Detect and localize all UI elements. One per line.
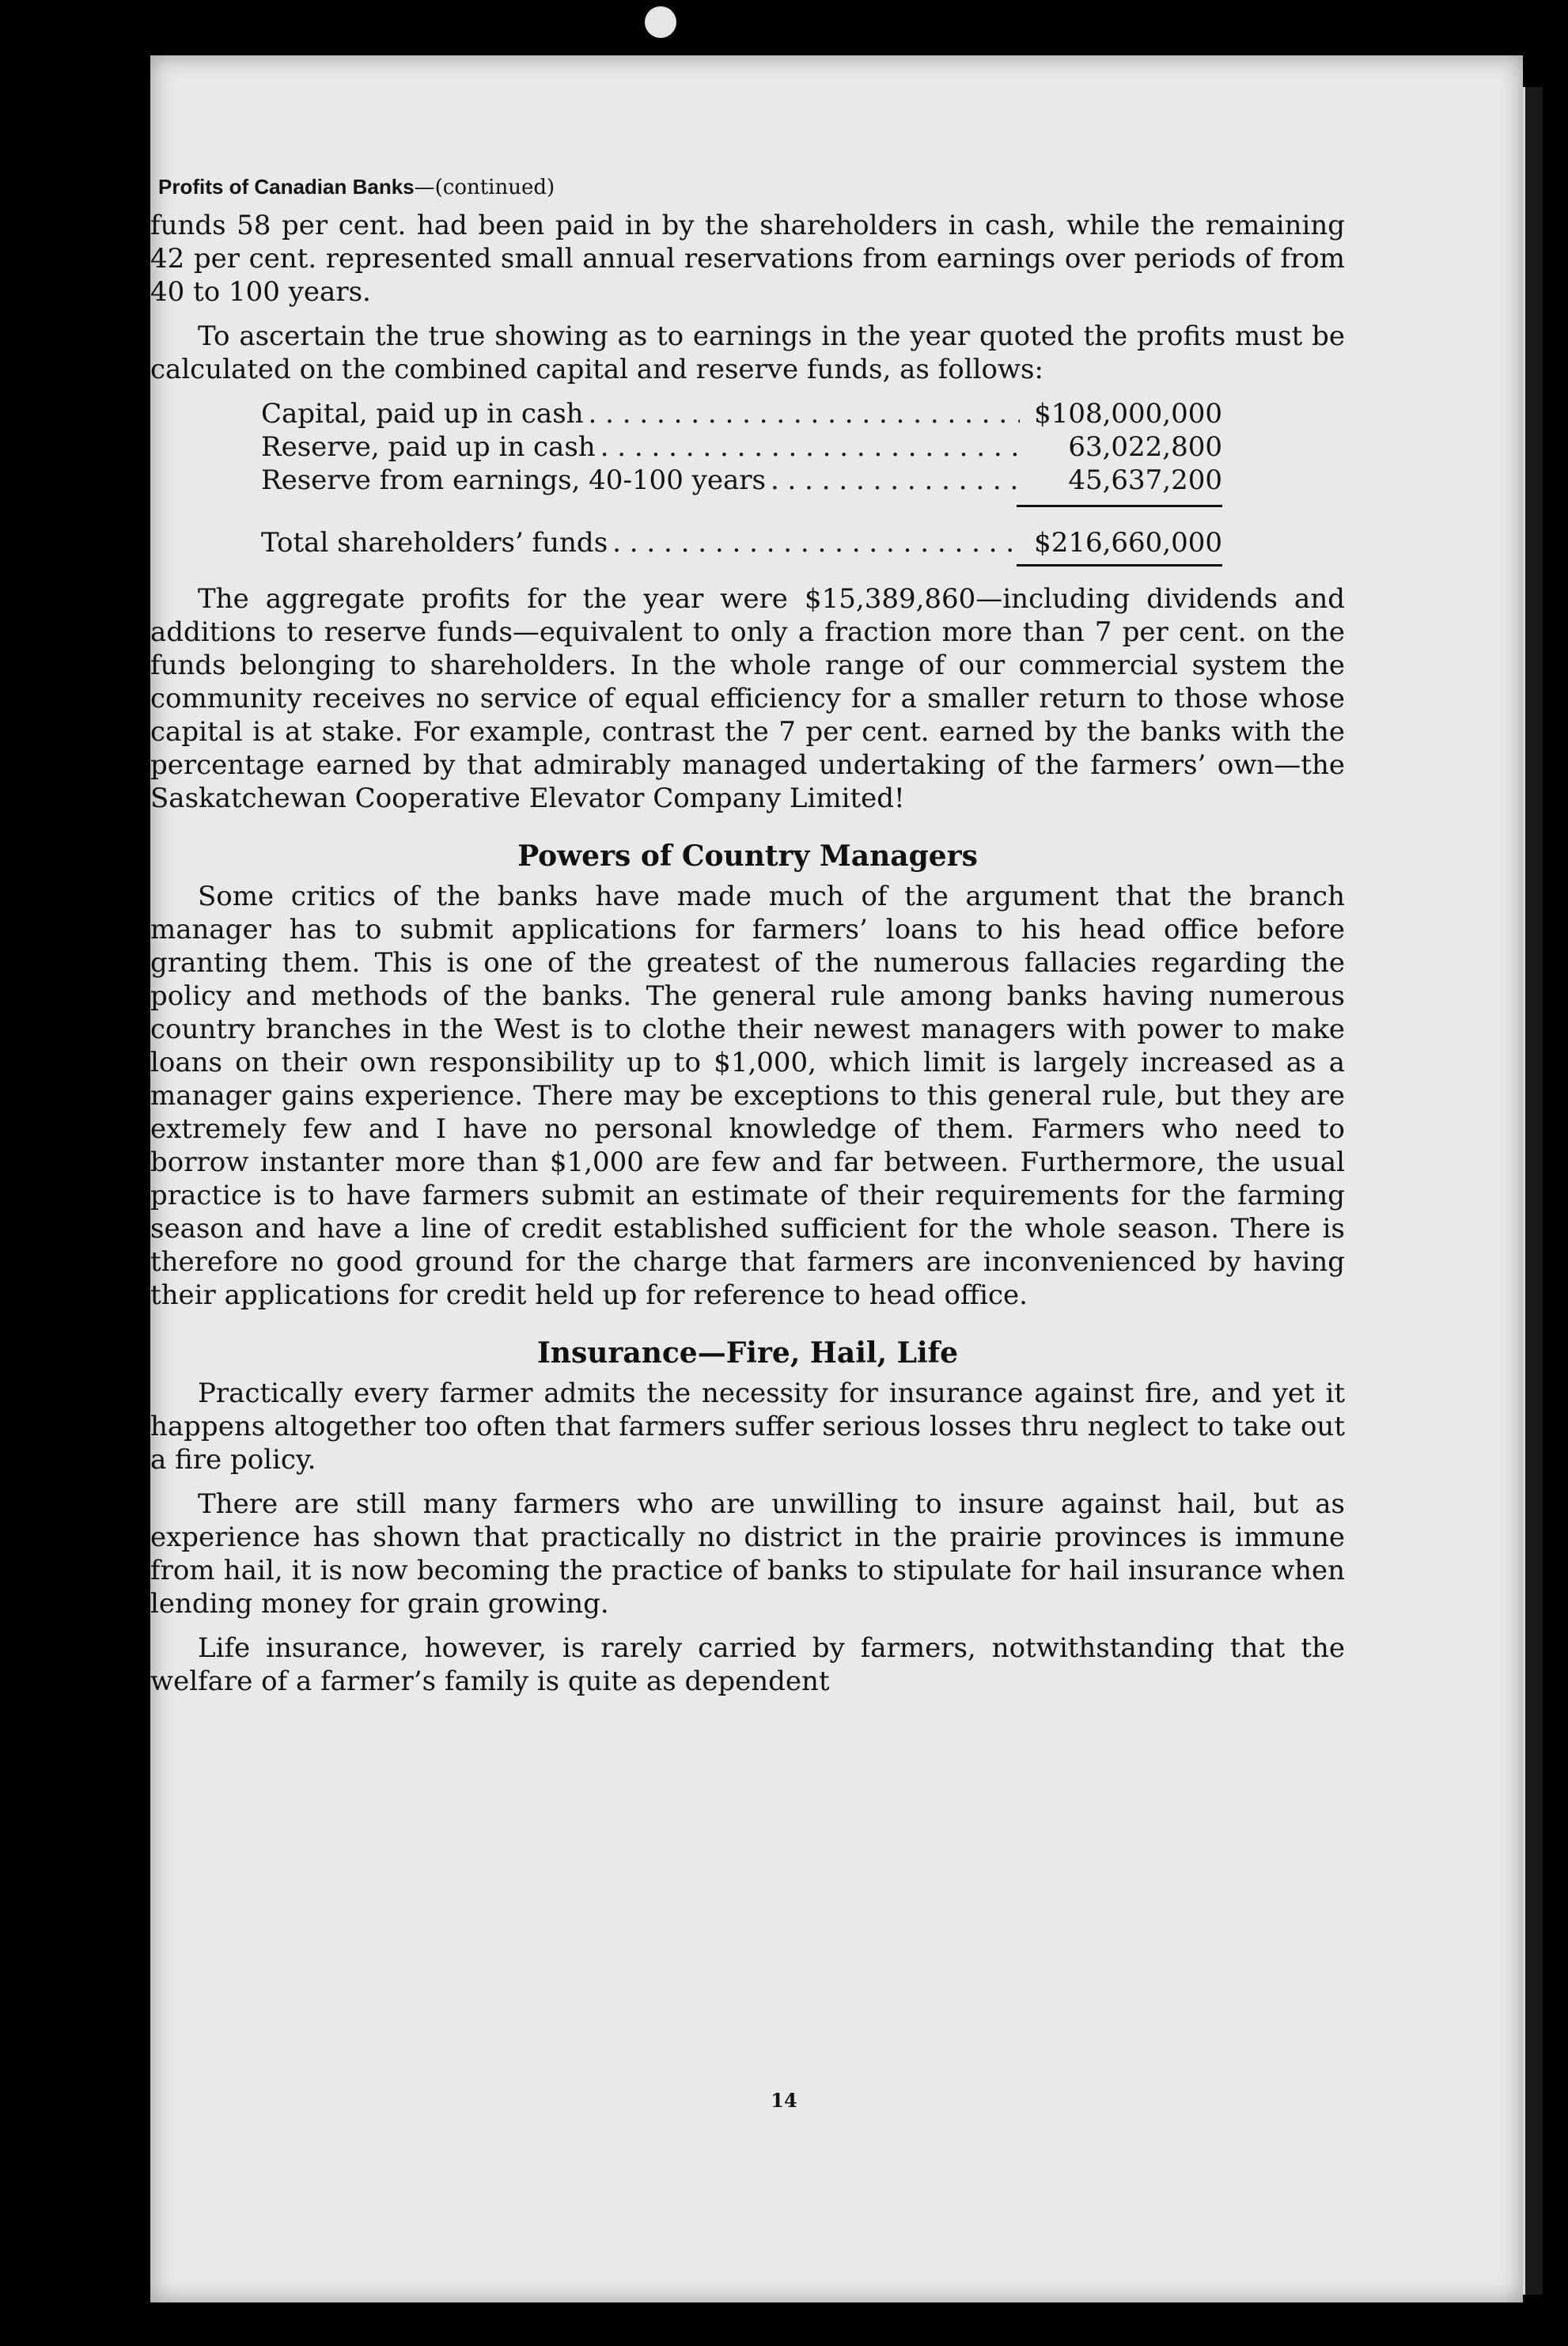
heading-insurance: Insurance—Fire, Hail, Life [536,1336,959,1370]
ledger-label: Capital, paid up in cash [261,398,584,430]
leader-dots [612,526,1020,559]
ledger-amount: $108,000,000 [1034,398,1222,430]
ledger-label: Reserve, paid up in cash [261,431,596,463]
ledger-rule [1017,505,1222,507]
ledger-amount: 45,637,200 [1068,464,1222,496]
ledger-amount: 63,022,800 [1068,431,1222,463]
paragraph-insurance-fire: Practically every farmer admits the necessity for insurance against fire, and yet it happens altogether too often that farmers suffer serious losses thru neglect to take out a fire policy. [150,1378,1345,1476]
paragraph-insurance-life: Life insurance, however, is rarely carried by farmers, notwithstanding that the welfare of a farmer’s family is quite as dependent [150,1632,1345,1697]
paragraph-insurance-hail: There are still many farmers who are unwilling to insure against hail, but as experience has shown that practically no district in the prairie provinces is immune from hail, it is now becoming the practice of banks to stipulate for hail insurance when lending money for grain growing. [150,1488,1345,1620]
page-edge-shadow [1523,87,1543,2295]
funds-ledger [261,397,1222,567]
ledger-total-label: Total shareholders’ funds [261,527,608,559]
heading-powers-of-country-managers: Powers of Country Managers [517,839,978,873]
ledger-row [261,430,1222,464]
ledger-rule-bottom [1017,564,1222,567]
paragraph-continued: funds 58 per cent. had been paid in by the shareholders in cash, while the remaining 42 per cent. represented small annual reservations from earnings over periods of from 40 to 100 years. [150,210,1345,308]
ledger-row [261,397,1222,430]
running-head [158,170,1345,204]
paragraph-ascertain: To ascertain the true showing as to earnings in the year quoted the profits must be calculated on the combined capital and reserve funds, as follows: [150,320,1345,385]
running-head-continued: —(continued) [414,176,555,199]
ledger-label: Reserve from earnings, 40-100 years [261,464,766,496]
leader-dots [771,464,1020,497]
page-number: 14 [771,2089,797,2112]
ledger-total-amount: $216,660,000 [1034,527,1222,559]
paragraph-aggregate-profits: The aggregate profits for the year were $15,389,860—including dividends and additions to reserve funds—equivalent to only a fraction more than 7 per cent. on the funds belonging to shareholders. In the whole range of our commercial system the community receives no service of equal efficiency for a smaller return to those whose capital is at stake. For example, contrast the 7 per cent. earned by the banks with the percentage earned by that admirably managed undertaking of the farmers’ own—the Saskatchewan Cooperative Elevator Company Limited! [150,583,1345,814]
running-head-title: Profits of Canadian Banks [158,175,415,199]
ledger-row [261,464,1222,497]
leader-dots [600,430,1020,464]
leader-dots [589,397,1020,430]
binding-hole [645,6,676,38]
paragraph-powers: Some critics of the banks have made much of the argument that the branch manager has to submit applications for farmers’ loans to his head office before granting them. This is one of the greatest of the numerous fallacies regarding the policy and methods of the banks. The general rule among banks having numerous country branches in the West is to clothe their newest managers with power to make loans on their own responsibility up to $1,000, which limit is largely increased as a manager gains experience. There may be exceptions to this general rule, but they are extremely few and I have no personal knowledge of them. Farmers who need to borrow instanter more than $1,000 are few and far between. Furthermore, the usual practice is to have farmers submit an estimate of their requirements for the farming season and have a line of credit established sufficient for the whole season. There is therefore no good ground for the charge that farmers are inconvenienced by having their applications for credit held up for reference to head office. [150,881,1345,1311]
ledger-total-row [261,526,1222,559]
page-content [150,170,1345,1709]
